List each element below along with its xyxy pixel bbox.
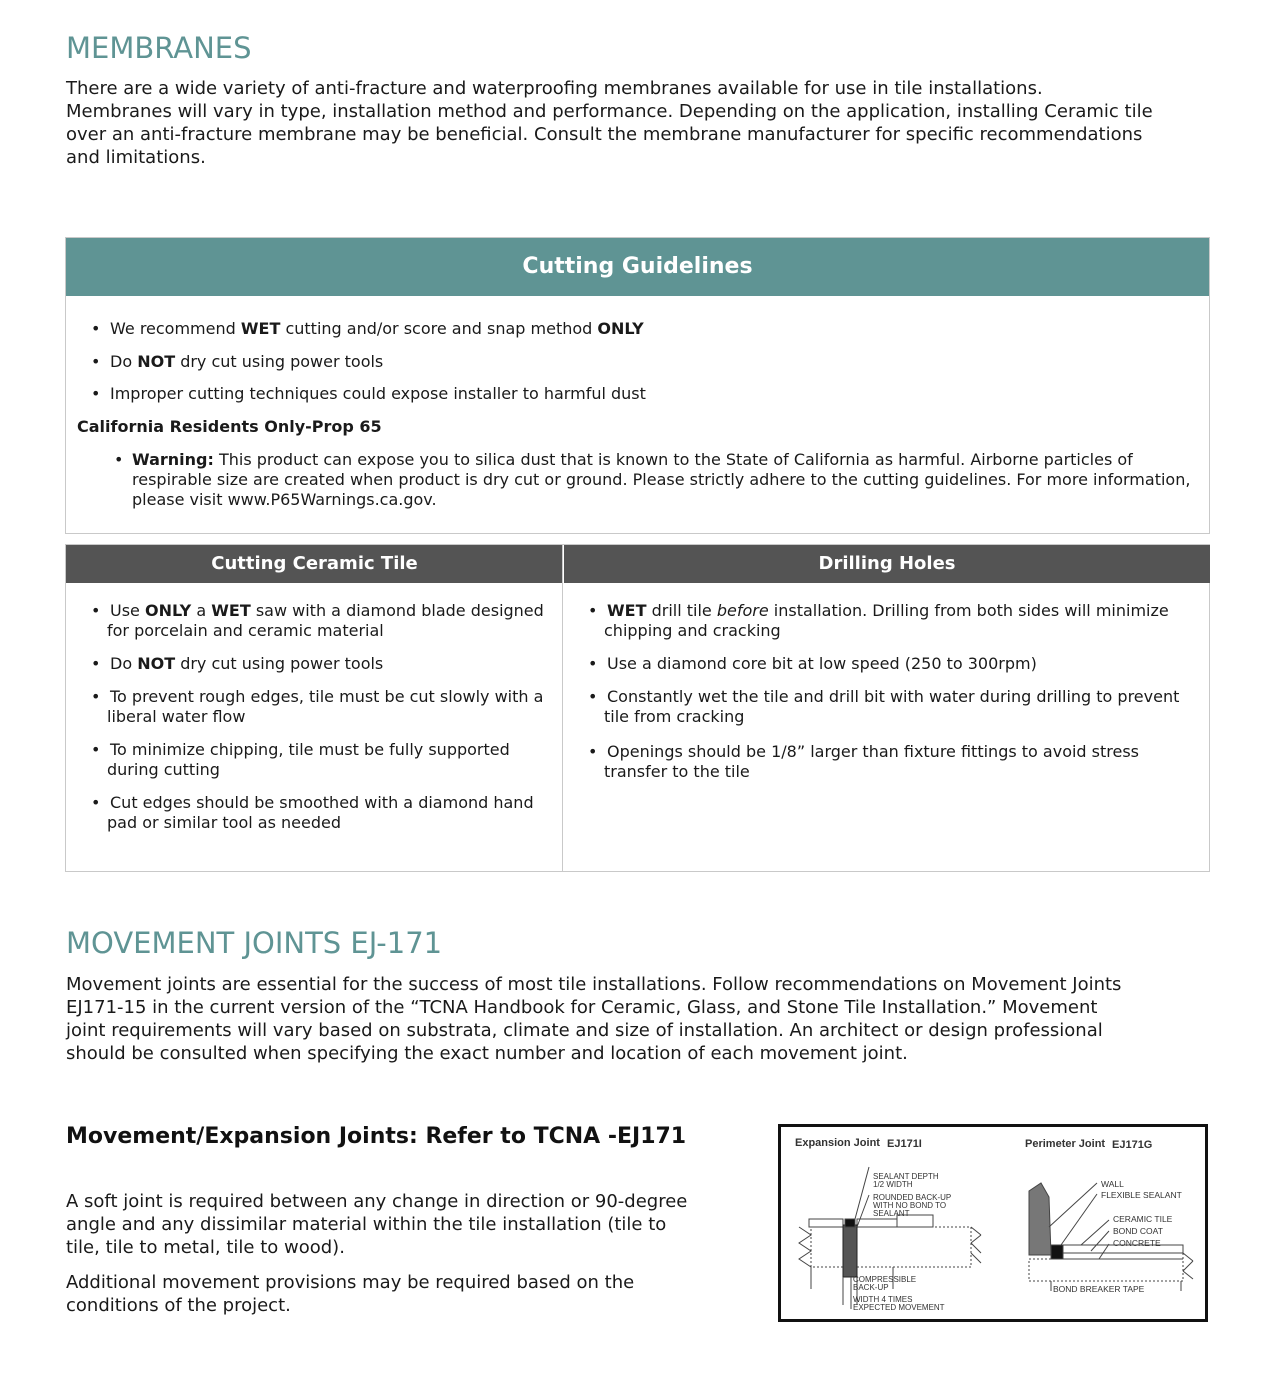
membranes-line: Membranes will vary in type, installation method and performance. Depending on the application, installing Ceramic tile — [66, 101, 1153, 122]
paragraph-line: conditions of the project. — [66, 1295, 291, 1316]
perimeter-joint-code: EJ171G — [1112, 1139, 1153, 1151]
emphasis: WET — [240, 319, 281, 338]
movement-joints-paragraph — [66, 973, 1216, 1065]
list-item — [88, 352, 383, 372]
text: dry cut using power tools — [175, 352, 384, 371]
list-item: • Use a diamond core bit at low speed (250 to 300rpm) — [585, 654, 1195, 674]
text: cutting and/or score and snap method — [280, 319, 598, 338]
per-label: BOND COAT — [1113, 1226, 1163, 1236]
per-label: CONCRETE — [1113, 1238, 1161, 1248]
exp-label: BACK-UP — [853, 1283, 889, 1292]
joint-diagram — [778, 1124, 1208, 1322]
membranes-line: over an anti-fracture membrane may be beneficial. Consult the membrane manufacturer for specific recommendations — [66, 124, 1143, 145]
list-item: • Constantly wet the tile and drill bit with water during drilling to prevent tile from cracking — [585, 687, 1195, 727]
paragraph-line: should be consulted when specifying the exact number and location of each movement joint. — [66, 1043, 908, 1064]
text: Do — [110, 654, 138, 673]
exp-label: EXPECTED MOVEMENT — [853, 1303, 945, 1312]
text: Use — [110, 601, 145, 620]
table-header-drilling: Drilling Holes — [564, 545, 1210, 583]
list-item — [88, 384, 646, 404]
expansion-joints-subheading: Movement/Expansion Joints: Refer to TCNA -EJ171 — [66, 1124, 687, 1149]
warning-text: This product can expose you to silica dust that is known to the State of California as harmful. Airborne particles of respirable size are created when product is dry cut or ground. Please strictly adhere to the cutting guidelines. For more information, please visit www.P65Warnings.ca.gov. — [132, 450, 1191, 509]
list-item — [585, 601, 1195, 641]
membranes-line: There are a wide variety of anti-fracture and waterproofing membranes available for use in tile installations. — [66, 78, 1043, 99]
emphasis: NOT — [137, 352, 176, 371]
exp-label: ROUNDED BACK-UP — [873, 1193, 952, 1202]
membranes-title: MEMBRANES — [66, 31, 252, 65]
text: installation. Drilling from both sides will minimize chipping and cracking — [604, 601, 1169, 640]
exp-label: WITH NO BOND TO — [873, 1201, 947, 1210]
column-divider — [562, 545, 563, 872]
per-label: BOND BREAKER TAPE — [1053, 1284, 1145, 1294]
exp-label: 1/2 WIDTH — [873, 1180, 913, 1189]
list-item: • Cut edges should be smoothed with a diamond hand pad or similar tool as needed — [88, 793, 558, 833]
list-item: • Openings should be 1/8” larger than fixture fittings to avoid stress transfer to the tile — [585, 742, 1195, 782]
text: Do — [110, 352, 138, 371]
per-label: WALL — [1101, 1179, 1124, 1189]
list-item — [88, 654, 558, 674]
expansion-joint-title: Expansion Joint — [795, 1137, 880, 1149]
joint-diagram-svg — [781, 1127, 1205, 1319]
text: drill tile — [646, 601, 717, 620]
list-item: • To prevent rough edges, tile must be cut slowly with a liberal water flow — [88, 687, 558, 727]
list-item — [88, 319, 644, 339]
cutting-guidelines-box — [65, 237, 1210, 534]
paragraph-line: Additional movement provisions may be required based on the — [66, 1272, 635, 1293]
exp-label: WIDTH 4 TIMES — [853, 1295, 913, 1304]
emphasis: WET — [607, 601, 647, 620]
table-header-cutting: Cutting Ceramic Tile — [66, 545, 563, 583]
membranes-paragraph — [66, 77, 1216, 169]
paragraph-line: tile, tile to metal, tile to wood). — [66, 1237, 345, 1258]
paragraph-line: angle and any dissimilar material within the tile installation (tile to — [66, 1214, 667, 1235]
emphasis: ONLY — [144, 601, 192, 620]
text: We recommend — [110, 319, 241, 338]
italic-text: before — [716, 601, 769, 620]
expansion-joint-code: EJ171I — [887, 1138, 922, 1150]
text: Improper cutting techniques could expose installer to harmful dust — [110, 384, 646, 403]
perimeter-joint-title: Perimeter Joint — [1025, 1138, 1106, 1150]
emphasis: WET — [211, 601, 251, 620]
cutting-guidelines-title: Cutting Guidelines — [66, 238, 1209, 296]
per-label: CERAMIC TILE — [1113, 1214, 1173, 1224]
paragraph-line: joint requirements will vary based on substrata, climate and size of installation. An architect or design professional — [66, 1020, 1103, 1041]
paragraph-line: Movement joints are essential for the success of most tile installations. Follow recommendations on Movement Joints — [66, 974, 1122, 995]
prop65-warning — [114, 450, 1194, 510]
cutting-drilling-table — [65, 544, 1210, 872]
warning-label: Warning: — [132, 450, 214, 469]
emphasis: NOT — [137, 654, 176, 673]
exp-label: SEALANT — [873, 1209, 910, 1218]
soft-joint-paragraph — [66, 1190, 746, 1259]
paragraph-line: A soft joint is required between any change in direction or 90-degree — [66, 1191, 688, 1212]
emphasis: ONLY — [597, 319, 644, 338]
list-item: • To minimize chipping, tile must be fully supported during cutting — [88, 740, 558, 780]
per-label: FLEXIBLE SEALANT — [1101, 1190, 1182, 1200]
text: saw with a diamond blade designed for porcelain and ceramic material — [107, 601, 544, 640]
exp-label: COMPRESSIBLE — [853, 1275, 917, 1284]
additional-provisions-paragraph — [66, 1271, 746, 1317]
exp-label: SEALANT DEPTH — [873, 1172, 939, 1181]
paragraph-line: EJ171-15 in the current version of the “TCNA Handbook for Ceramic, Glass, and Stone Tile Installation.” Movement — [66, 997, 1098, 1018]
text: a — [191, 601, 212, 620]
california-heading: California Residents Only-Prop 65 — [77, 417, 382, 436]
list-item — [88, 601, 558, 641]
text: dry cut using power tools — [175, 654, 384, 673]
movement-joints-title: MOVEMENT JOINTS EJ-171 — [66, 926, 443, 960]
membranes-line: and limitations. — [66, 147, 206, 168]
